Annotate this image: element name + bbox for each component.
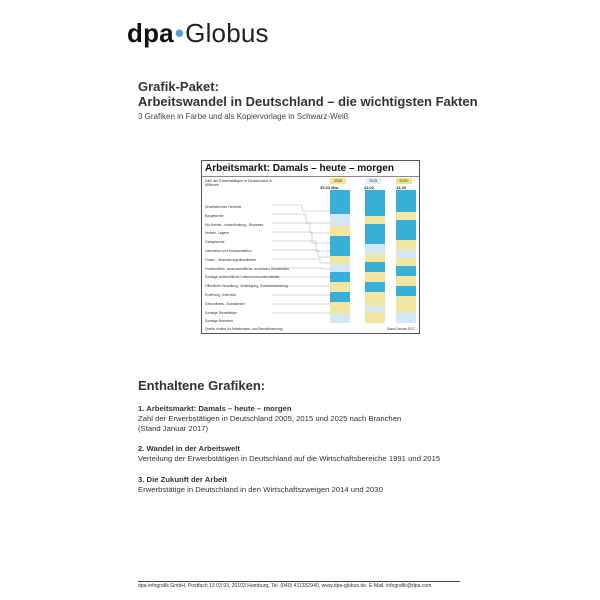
preview-connector-lines xyxy=(272,201,332,321)
logo-dot: • xyxy=(174,18,185,48)
preview-stand: Stand Januar 2017 xyxy=(387,327,415,331)
section-title: Enthaltene Grafiken: xyxy=(138,378,266,393)
preview-title-rule xyxy=(202,176,419,177)
preview-total-2015: 43,02 xyxy=(364,185,375,190)
preview-footer xyxy=(205,327,415,331)
package-kicker: Grafik-Paket: xyxy=(138,79,219,94)
preview-row: Gastgewerbe xyxy=(205,240,225,245)
preview-title: Arbeitsmarkt: Damals – heute – morgen xyxy=(205,163,394,174)
preview-column-2015 xyxy=(365,190,385,323)
preview-meta: Zahl der Erwerbstätigen in Deutschland in Millionen xyxy=(205,179,272,188)
preview-year-2015: 2015 xyxy=(365,178,381,184)
package-title: Arbeitswandel in Deutschland – die wichtigsten Fakten xyxy=(138,94,478,109)
preview-column-2005 xyxy=(330,190,350,323)
list-item xyxy=(138,444,440,464)
preview-row: Öffentliche Verwaltung, Verteidigung, Sozialversicherung xyxy=(205,284,288,289)
dpa-globus-logo xyxy=(127,18,269,49)
item-heading: 3. Die Zukunft der Arbeit xyxy=(138,474,227,484)
preview-row: Erziehung, Unterricht xyxy=(205,292,236,297)
preview-row: Gesundheits-, Sozialwesen xyxy=(205,301,245,306)
item-description: Erwerbstätige in Deutschland in den Wirtschaftszweigen 2014 und 2030 xyxy=(138,484,383,494)
logo-dpa: dpa xyxy=(127,18,174,48)
preview-row: Sonstige Dienstleister xyxy=(205,310,237,315)
preview-row: Kfz-Handel, -Instandhaltung, -Reparatur xyxy=(205,222,264,227)
item-description: Zahl der Erwerbstätigen in Deutschland 2005, 2015 und 2025 nach Branchen xyxy=(138,413,402,423)
list-item xyxy=(138,475,440,495)
preview-row: Finanz-, Versicherungsdienstleister xyxy=(205,257,257,262)
item-description: (Stand Januar 2017) xyxy=(138,423,209,433)
preview-row: Sonstige wirtschaftliche Unternehmensdienstleister xyxy=(205,275,280,280)
item-heading: 1. Arbeitsmarkt: Damals – heute – morgen xyxy=(138,404,292,413)
package-subtitle: 3 Grafiken in Farbe und als Kopiervorlage in Schwarz-Weiß xyxy=(138,112,349,121)
chart-preview-image xyxy=(201,160,420,334)
preview-total-2025: 43,39 xyxy=(396,185,407,190)
preview-year-2005: 2005 xyxy=(330,178,346,184)
preview-year-2025: 2025* xyxy=(396,178,412,184)
list-item xyxy=(138,404,440,433)
package-header xyxy=(138,79,478,121)
preview-row: Information und Kommunikation xyxy=(205,248,252,253)
graphics-list xyxy=(138,404,440,506)
preview-row: Verkehr, Lagerei xyxy=(205,231,230,236)
item-description: Verteilung der Erwerbstätigen in Deutschland auf die Wirtschaftsbereiche 1991 und 2015 xyxy=(138,454,441,464)
logo-globus: Globus xyxy=(185,18,269,48)
preview-column-2025 xyxy=(396,190,416,323)
preview-row: Baugewerbe xyxy=(205,213,224,218)
preview-row: Freiberufliche, wissenschaftliche, technische Dienstleister xyxy=(205,266,290,271)
footer-divider xyxy=(138,581,460,582)
preview-row: Sonstige Branchen xyxy=(205,319,233,324)
item-heading: 2. Wandel in der Arbeitswelt xyxy=(138,444,240,454)
preview-source: Quelle: Institut für Arbeitsmarkt- und Berufsforschung xyxy=(205,327,283,331)
footer-contact: dpa-infografik GmbH, Postfach 13 03 93, 20103 Hamburg, Tel. (040) 411332940, www.dpa-globus.de, E-Mail: infografik@dpa.com xyxy=(138,583,432,589)
preview-total-2005: 39,03 Mio. xyxy=(320,185,340,190)
preview-row: Verarbeitendes Gewerbe xyxy=(205,205,242,209)
